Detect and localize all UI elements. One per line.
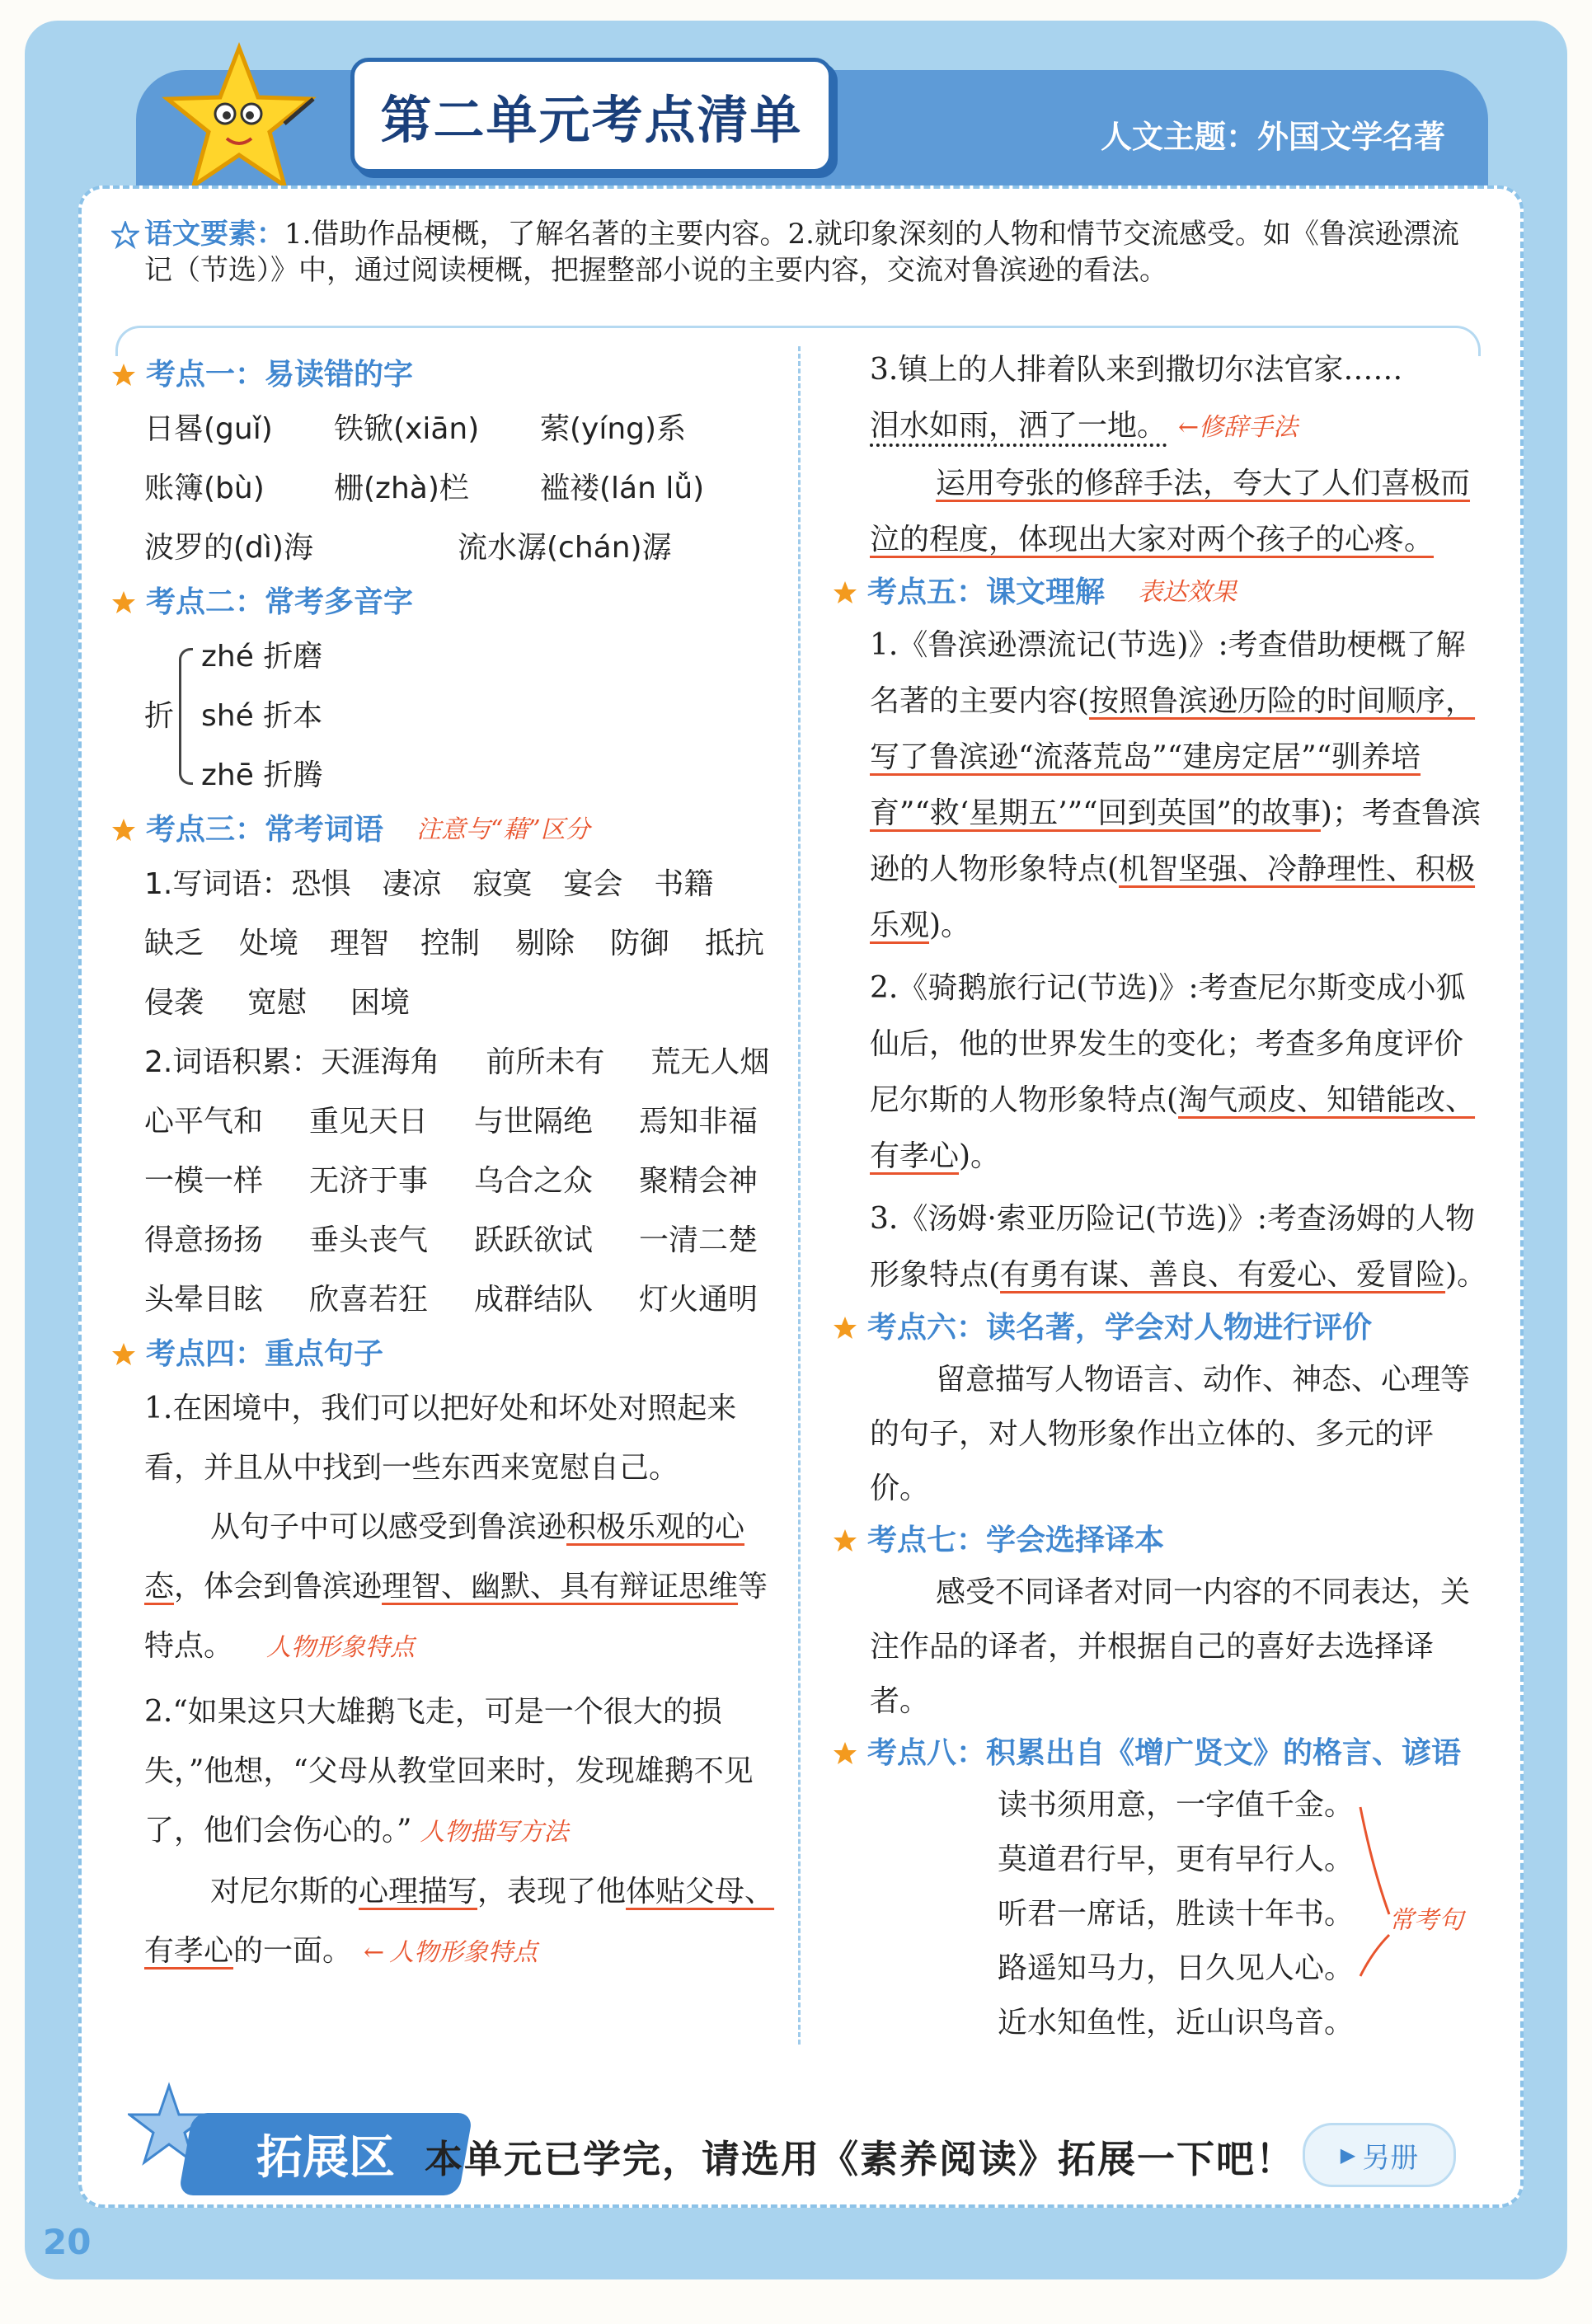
text-run: 2.《骑鹅旅行记(节选)》:考查尼尔斯变成小狐仙后，他的世界发生的变化；考查多角度评价尼尔斯的人物形象特点(	[870, 971, 1466, 1117]
highlight: 淘气顽皮、知错能改、有孝心	[870, 1083, 1476, 1173]
text-run: 从句子中可以感受到鲁滨逊	[210, 1510, 567, 1544]
proverb: 莫道君行早，更有早行人。	[998, 1843, 1355, 1876]
word: 重见天日	[309, 1105, 429, 1139]
star-icon	[833, 1741, 857, 1766]
text-run: 3.《汤姆·索亚历险记(节选)》:考查汤姆的人物形象特点(	[870, 1202, 1476, 1292]
polyphone-char: 折	[144, 699, 175, 733]
annotation-note: 注意与“藉”区分	[416, 815, 590, 844]
page-number: 20	[43, 2222, 92, 2262]
annotation-note: 人物描写方法	[420, 1818, 569, 1847]
dotted-text: 泪水如雨，洒了一地。	[870, 409, 1167, 443]
word-row	[144, 855, 787, 914]
word: 前所未有	[486, 1045, 605, 1079]
understanding-list	[870, 617, 1488, 1303]
word: 寂寞	[472, 867, 533, 901]
highlight: 机智坚强、冷静理性、积极乐观	[870, 852, 1476, 942]
heading-text: 考点六：读名著，学会对人物进行评价	[867, 1311, 1373, 1345]
annotation-note: 表达效果	[1138, 578, 1237, 607]
annotation-arrow: ←	[1178, 413, 1200, 442]
heading-text: 考点二：常考多音字	[146, 585, 414, 619]
text-run: 等特点。	[144, 1570, 768, 1663]
proverb: 路遥知马力，日久见人心。	[998, 1951, 1355, 1985]
word: 宽慰	[247, 986, 308, 1020]
list-item	[870, 1191, 1488, 1303]
section-heading	[833, 1729, 1488, 1778]
heading-text: 考点八：积累出自《增广贤文》的格言、谚语	[867, 1736, 1462, 1770]
word-row	[144, 1092, 787, 1152]
star-icon	[111, 818, 136, 843]
word: 焉知非福	[639, 1105, 758, 1139]
word: 处境	[239, 927, 299, 960]
word: 与世隔绝	[474, 1105, 594, 1139]
word-row	[144, 459, 787, 519]
word-row	[144, 1211, 787, 1270]
intro-paragraph	[144, 216, 1480, 289]
text-run: )。	[959, 1139, 1001, 1173]
brace	[179, 648, 193, 785]
proverb: 近水知鱼性，近山识鸟音。	[998, 2006, 1355, 2040]
word: 垂头丧气	[309, 1223, 429, 1257]
list-label: 1.写词语：	[144, 867, 292, 901]
text-run: 1.《鲁滨逊漂流记(节选)》:考查借助梗概了解名著的主要内容(	[870, 628, 1466, 718]
intro-tag: 语文要素：	[144, 218, 284, 251]
word: 凄凉	[382, 867, 442, 901]
star-icon	[833, 1528, 857, 1553]
word-row	[144, 914, 787, 974]
word: 灯火通明	[639, 1283, 758, 1317]
key-sentence-2	[144, 1683, 787, 1983]
word: 成群结队	[474, 1283, 594, 1317]
left-column	[111, 350, 787, 1983]
badge-label: 拓展区	[256, 2131, 395, 2185]
word: 聚精会神	[639, 1164, 758, 1198]
star-icon	[833, 580, 857, 605]
section-heading	[833, 568, 1488, 617]
star-mascot-icon	[161, 41, 317, 198]
list-label: 2.词语积累：	[144, 1045, 322, 1079]
word: 乌合之众	[474, 1164, 594, 1198]
highlight: 有勇有谋、善良、有爱心、爱冒险	[1000, 1258, 1446, 1292]
annotation-note: 人物形象特点	[389, 1938, 538, 1967]
word-row	[144, 1270, 787, 1330]
text-run: 的一面。	[233, 1934, 353, 1968]
polyphone-item: shé 折本	[201, 699, 323, 733]
highlight: 理智、幽默、具有辩证思维	[382, 1570, 739, 1603]
word: 剔除	[515, 927, 575, 960]
heading-text: 考点三：常考词语	[146, 813, 384, 847]
word: 无济于事	[309, 1164, 429, 1198]
extension-bar	[120, 2082, 1472, 2214]
annotation-note: 常考句	[1389, 1906, 1463, 1935]
polyphone-list	[201, 627, 322, 805]
word-row	[144, 519, 787, 578]
intro-text: 1.借助作品梗概，了解名著的主要内容。2.就印象深刻的人物和情节交流感受。如《鲁滨逊漂流记（节选）》中，通过阅读梗概，把握整部小说的主要内容，交流对鲁滨逊的看法。	[144, 218, 1459, 287]
word: 栅(zhà)栏	[334, 472, 469, 505]
word: 理智	[330, 927, 390, 960]
annotation-arrow: ←	[364, 1938, 385, 1967]
word: 日晷(guǐ)	[144, 412, 273, 446]
word: 心平气和	[144, 1105, 264, 1139]
word: 一模一样	[144, 1164, 264, 1198]
annotation-note: 人物形象特点	[266, 1633, 416, 1662]
extension-text: 本单元已学完，请选用《素养阅读》拓展一下吧！	[425, 2137, 1295, 2181]
analysis-text	[144, 1862, 787, 1983]
heading-text: 考点七：学会选择译本	[867, 1524, 1165, 1557]
text-run: ，表现了他	[477, 1875, 627, 1908]
star-icon	[111, 1342, 136, 1367]
section-text: 留意描写人物语言、动作、神态、心理等的句子，对人物形象作出立体的、多元的评价。	[870, 1363, 1471, 1505]
text-run: )。	[929, 908, 971, 942]
text-run: 对尼尔斯的	[210, 1875, 359, 1908]
section-heading	[111, 1330, 787, 1379]
word: 荒无人烟	[650, 1045, 770, 1079]
word: 恐惧	[291, 867, 351, 901]
word: 控制	[420, 927, 481, 960]
star-icon	[833, 1316, 857, 1340]
word-row	[144, 400, 787, 459]
column-divider	[798, 346, 801, 2045]
word: 流水潺(chán)潺	[458, 531, 672, 565]
analysis-text	[870, 456, 1488, 568]
play-icon: ▶	[1340, 2143, 1356, 2167]
text-run: ，体会到鲁滨逊	[174, 1570, 383, 1603]
word: 侵袭	[144, 986, 204, 1020]
section-heading	[833, 1516, 1488, 1566]
text-run: )。	[1445, 1258, 1487, 1292]
word: 头晕目眩	[144, 1283, 264, 1317]
proverb-list	[998, 1778, 1488, 2050]
word: 防御	[610, 927, 670, 960]
proverb: 听君一席话，胜读十年书。	[998, 1897, 1355, 1931]
highlight: 心理描写	[359, 1875, 478, 1908]
star-icon	[111, 363, 136, 387]
key-sentence-1	[144, 1379, 787, 1678]
star-icon	[111, 590, 136, 615]
button-label: 另册	[1362, 2141, 1419, 2175]
theme-label: 人文主题：外国文学名著	[1100, 119, 1445, 155]
section-heading	[111, 578, 787, 627]
star-icon	[111, 221, 139, 249]
proverb: 读书须用意，一字值千金。	[998, 1788, 1355, 1822]
word: 困境	[350, 986, 411, 1020]
page-title: 第二单元考点清单	[380, 89, 803, 150]
right-column	[833, 342, 1488, 2050]
word: 得意扬扬	[144, 1223, 264, 1257]
word: 欣喜若狂	[309, 1283, 429, 1317]
polyphone-item: zhé 折磨	[201, 640, 323, 674]
highlight: 运用夸张的修辞手法，夸大了人们喜极而泣的程度，体现出大家对两个孩子的心疼。	[870, 467, 1471, 556]
heading-text: 考点四：重点句子	[146, 1337, 384, 1371]
word: 缺乏	[144, 927, 204, 960]
word: 一清二楚	[639, 1223, 758, 1257]
word-row	[144, 1152, 787, 1211]
word: 天涯海角	[321, 1045, 440, 1079]
text-run: 2.“如果这只大雄鹅飞走，可是一个很大的损失，”他想，“父母从教堂回来时，发现雄鹅不见了，他们会伤心的。”	[144, 1695, 754, 1847]
word: 宴会	[563, 867, 623, 901]
word: 书籍	[654, 867, 714, 901]
section-heading	[111, 350, 787, 400]
text-run: )；考查鲁滨逊的人物形象特点(	[870, 796, 1481, 886]
sentence-text	[870, 398, 1488, 456]
title-box	[350, 58, 833, 173]
word-row	[144, 974, 787, 1033]
word: 波罗的(dì)海	[144, 531, 313, 565]
word: 褴褛(lán lǚ)	[540, 472, 705, 505]
word: 账簿(bù)	[144, 472, 265, 505]
sentence-text	[144, 1683, 787, 1862]
key-sentence-3	[870, 342, 1488, 568]
section-text: 感受不同译者对同一内容的不同表达，关注作品的译者，并根据自己的喜好去选择译者。	[870, 1575, 1471, 1718]
list-item	[870, 617, 1488, 954]
polyphone-group	[144, 627, 787, 805]
word: 抵抗	[705, 927, 765, 960]
polyphone-item: zhē 折腾	[201, 758, 323, 792]
section-heading	[833, 1303, 1488, 1353]
heading-text: 考点一：易读错的字	[146, 358, 414, 392]
sentence-text: 1.在困境中，我们可以把好处和坏处对照起来看，并且从中找到一些东西来宽慰自己。	[144, 1392, 737, 1485]
word-row	[144, 1033, 787, 1092]
annotation-note: 修辞手法	[1199, 413, 1298, 442]
word: 跃跃欲试	[474, 1223, 594, 1257]
analysis-text	[144, 1498, 787, 1678]
sentence-text: 3.镇上的人排着队来到撒切尔法官家……	[870, 353, 1403, 387]
highlight: 按照鲁滨逊历险的时间顺序，写了鲁滨逊“流落荒岛”“建房定居”“驯养培育”“救‘星期五’”“回到英国”的故事	[870, 684, 1476, 830]
highlight: 积极乐观的心态	[144, 1510, 745, 1603]
extension-button[interactable]	[1303, 2123, 1456, 2187]
list-item	[870, 960, 1488, 1185]
word: 铁锨(xiān)	[334, 412, 480, 446]
heading-text: 考点五：课文理解	[867, 575, 1106, 609]
word: 萦(yíng)系	[540, 412, 687, 446]
section-heading	[111, 805, 787, 855]
bracket-arrows	[1356, 1803, 1397, 2042]
highlight: 体贴父母、有孝心	[144, 1875, 775, 1968]
